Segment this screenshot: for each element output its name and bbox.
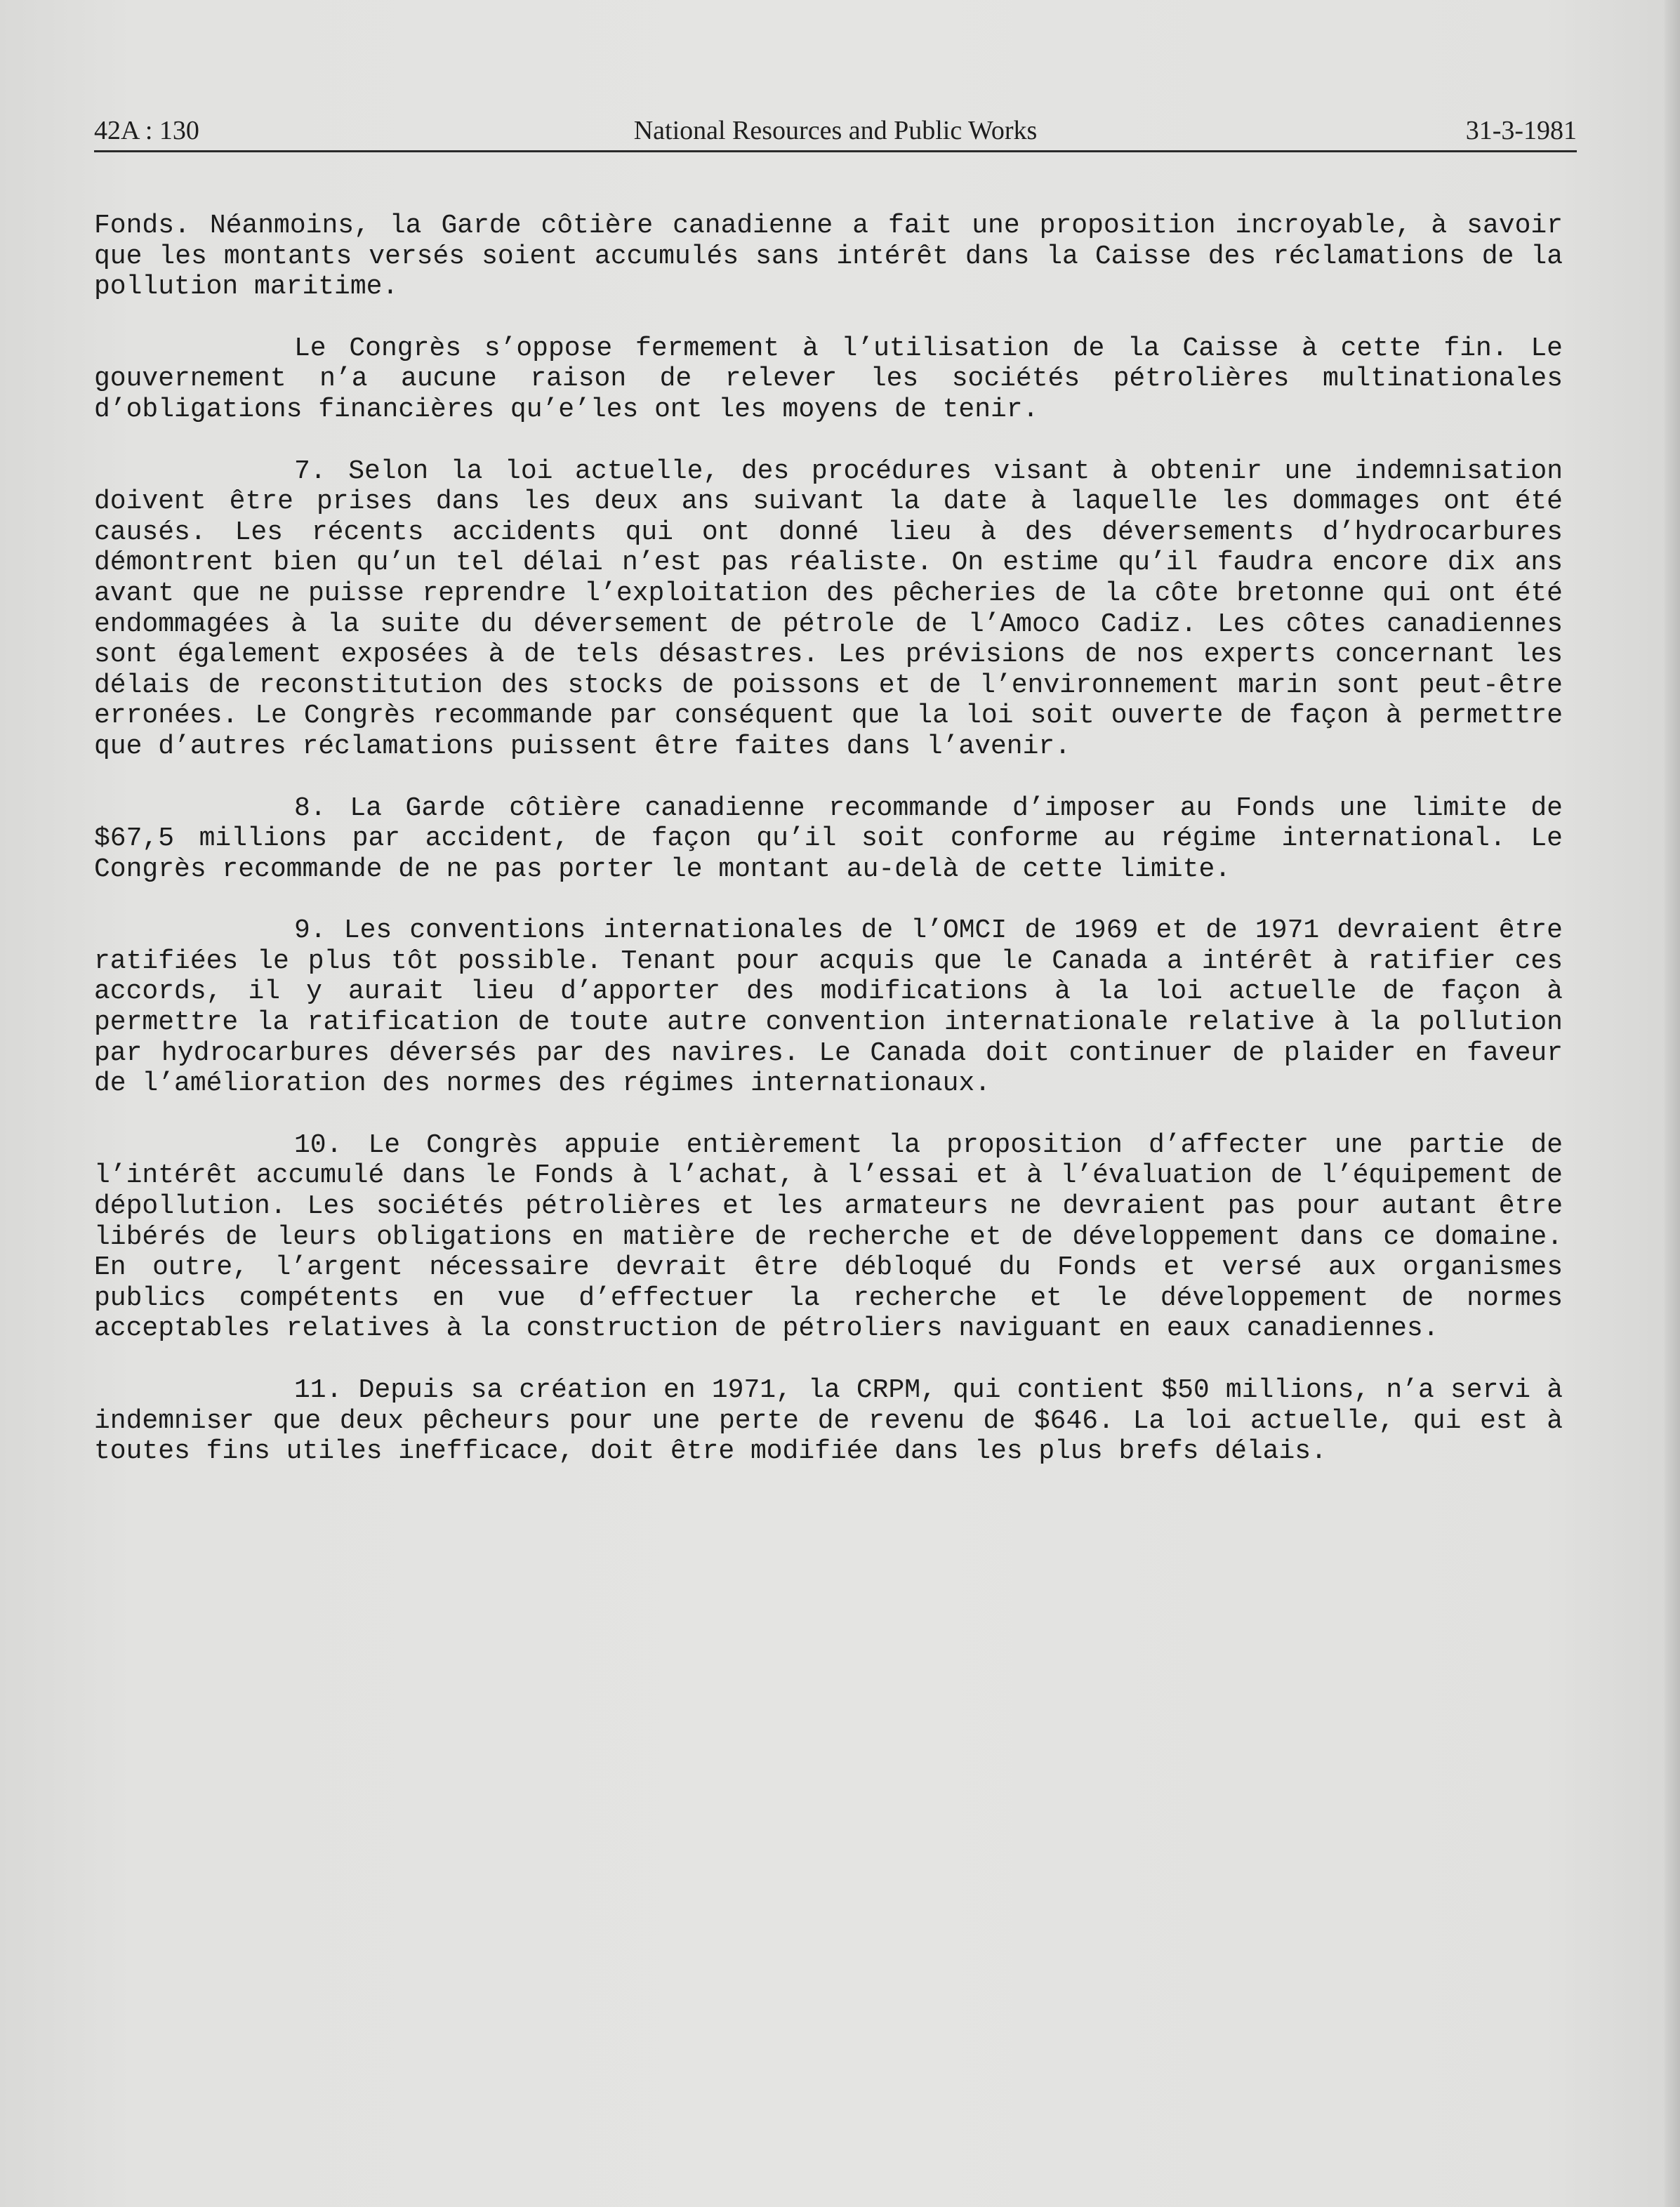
paragraph-10: 10. Le Congrès appuie entièrement la proposition d’affecter une partie de l’intérêt accumulé dans le Fonds à l’achat, à l’essai et à l’évaluation de l’équipement de dépollution. Les sociétés pétrolières et les armateurs ne devraient pas pour autant être libérés de leurs obligations en matière de recherche et de développement dans ce domaine. En outre, l’argent nécessaire devrait être débloqué du Fonds et versé aux organismes publics compétents en vue d’effectuer la recherche et le développement de normes acceptables relatives à la construction de pétroliers naviguant en eaux canadiennes. bbox=[94, 1129, 1563, 1344]
running-header bbox=[94, 114, 1577, 152]
paragraph-8: 8. La Garde côtière canadienne recommande d’imposer au Fonds une limite de $67,5 millions par accident, de façon qu’il soit conforme au régime international. Le Congrès recommande de ne pas porter le montant au-delà de cette limite. bbox=[94, 793, 1563, 884]
page-reference: 42A : 130 bbox=[94, 116, 199, 145]
paragraph-11: 11. Depuis sa création en 1971, la CRPM, qui contient $50 millions, n’a servi à indemniser que deux pêcheurs pour une perte de revenu de $646. La loi actuelle, qui est à toutes fins utiles inefficace, doit être modifiée dans les plus brefs délais. bbox=[94, 1375, 1563, 1467]
header-title: National Resources and Public Works bbox=[633, 116, 1038, 145]
paragraph-9: 9. Les conventions internationales de l’OMCI de 1969 et de 1971 devraient être ratifiées le plus tôt possible. Tenant pour acquis que le Canada a intérêt à ratifier ces accords, il y aurait lieu d’apporter des modifications à la loi actuelle de façon à permettre la ratification de toute autre convention internationale relative à la pollution par hydrocarbures déversés par des navires. Le Canada doit continuer de plaider en faveur de l’amélioration des normes des régimes internationaux. bbox=[94, 915, 1563, 1099]
paragraph-continuation: Fonds. Néanmoins, la Garde côtière canadienne a fait une proposition incroyable, à savoir que les montants versés soient accumulés sans intérêt dans la Caisse des réclamations de la pollution maritime. bbox=[94, 211, 1563, 303]
body-text bbox=[94, 211, 1563, 1498]
paragraph-7: 7. Selon la loi actuelle, des procédures visant à obtenir une indemnisation doivent être prises dans les deux ans suivant la date à laquelle les dommages ont été causés. Les récents accidents qui ont donné lieu à des déversements d’hydrocarbures démontrent bien qu’un tel délai n’est pas réaliste. On estime qu’il faudra encore dix ans avant que ne puisse reprendre l’exploitation des pêcheries de la côte bretonne qui ont été endommagées à la suite du déversement de pétrole de l’Amoco Cadiz. Les côtes canadiennes sont également exposées à de tels désastres. Les prévisions de nos experts concernant les délais de reconstitution des stocks de poissons et de l’environnement marin sont peut-être erronées. Le Congrès recommande par conséquent que la loi soit ouverte de façon à permettre que d’autres réclamations puissent être faites dans l’avenir. bbox=[94, 456, 1563, 762]
page-edge bbox=[1665, 0, 1680, 2207]
paragraph-congress-opposition: Le Congrès s’oppose fermement à l’utilisation de la Caisse à cette fin. Le gouvernement n’a aucune raison de relever les sociétés pétrolières multinationales d’obligations financières qu’e’les ont les moyens de tenir. bbox=[94, 333, 1563, 425]
header-date: 31-3-1981 bbox=[1465, 116, 1577, 145]
